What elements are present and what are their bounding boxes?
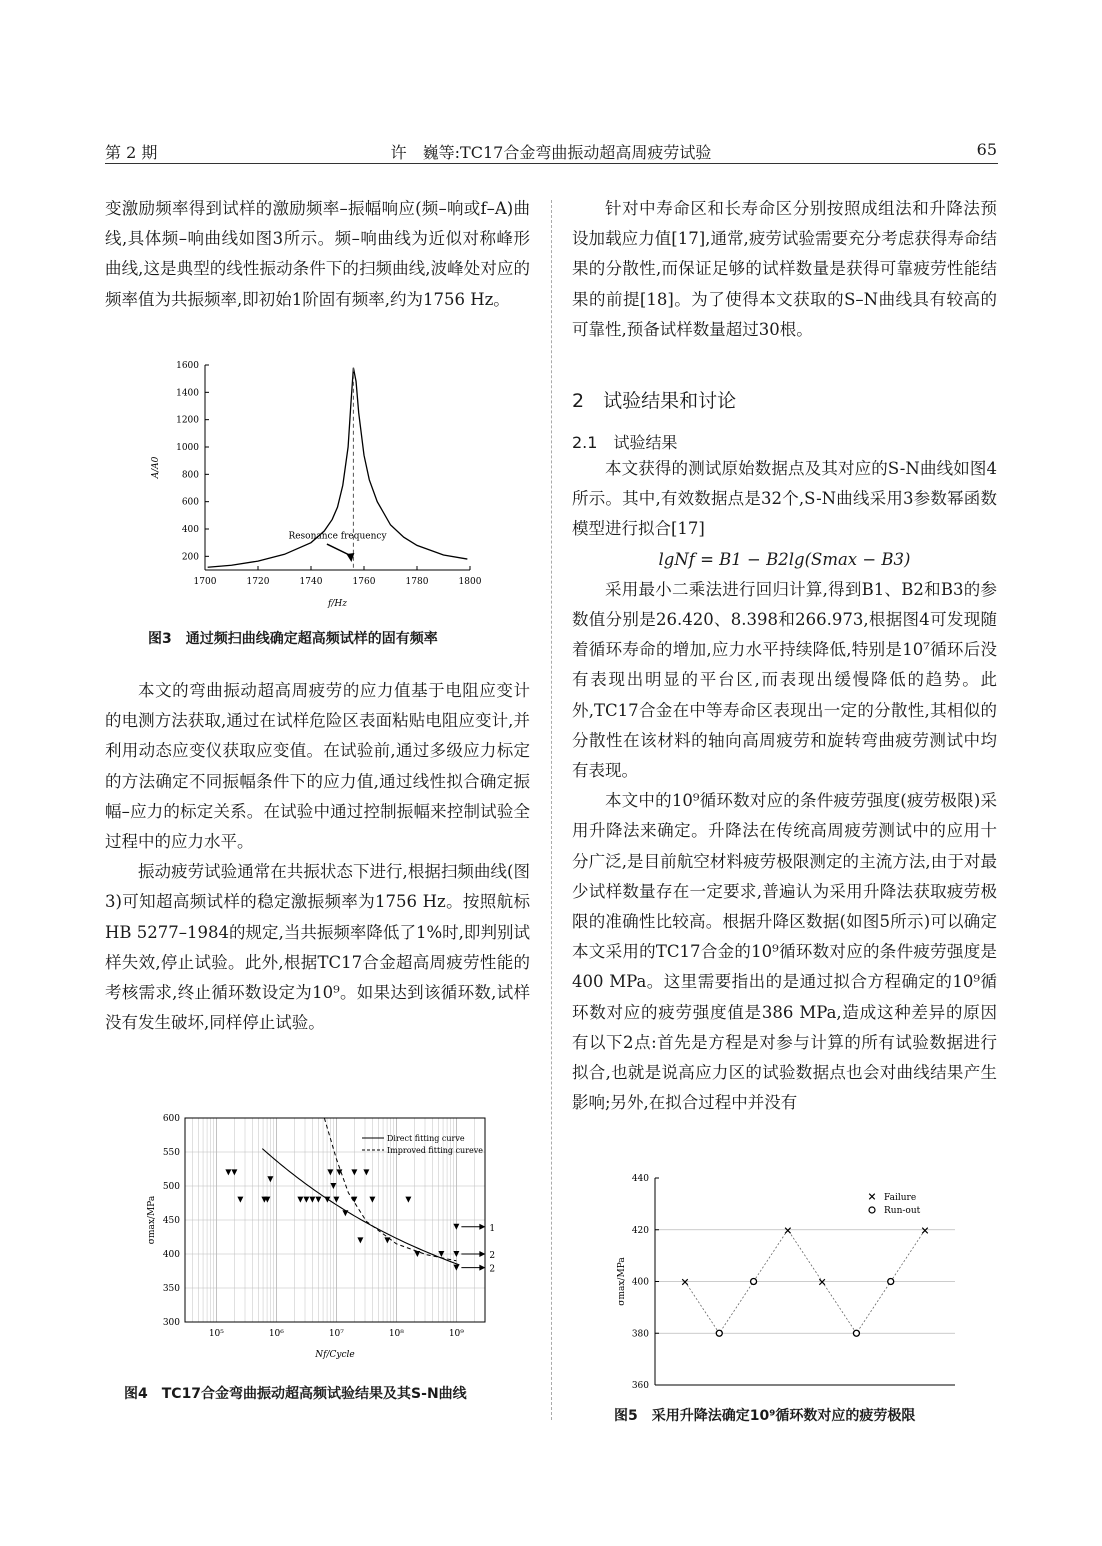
data-point [453, 1224, 459, 1230]
y-tick-label: 360 [631, 1381, 649, 1391]
x-tick-label: 1760 [352, 577, 376, 587]
x-axis-label: Nf/Cycle [315, 1350, 355, 1360]
y-tick-label: 300 [162, 1318, 180, 1328]
x-tick-label: 1800 [458, 577, 482, 587]
figure-3-chart [140, 355, 500, 615]
right-column-top [572, 194, 997, 345]
data-point [405, 1197, 411, 1203]
x-tick-label: 10⁶ [268, 1329, 284, 1339]
runout-marker [888, 1279, 894, 1285]
figure-5-chart [610, 1168, 980, 1396]
runout-count: 2 [489, 1251, 496, 1261]
legend-label-failure: Failure [884, 1193, 917, 1203]
right-para-2: 本文获得的测试原始数据点及其对应的S-N曲线如图4所示。其中,有效数据点是32个,S-N曲线采用3参数幂函数模型进行拟合[17] [572, 459, 997, 539]
left-column [105, 194, 530, 315]
right-para-4: 本文中的10⁹循环数对应的条件疲劳强度(疲劳极限)采用升降法来确定。升降法在传统高周疲劳测试中的应用十分广泛,是目前航空材料疲劳极限测定的主流方法,由于对最少试样数量存在一定要求,普遍认为采用升降法获取疲劳极限的准确性比较高。根据升降区数据(如图5所示)可以确定本文采用的TC17合金的10⁹循环数对应的条件疲劳强度是400 MPa。这里需要指出的是通过拟合方程确定的10⁹循环数对应的疲劳强度值是386 MPa,造成这种差异的原因有以下2点:首先是方程是对参与计算的所有试验数据进行拟合,也就是说高应力区的试验数据点也会对曲线结果产生影响;另外,在拟合过程中并没有 [572, 791, 997, 1113]
legend-label-runout: Run-out [884, 1206, 921, 1216]
right-para-3: 采用最小二乘法进行回归计算,得到B1、B2和B3的参数值分别是26.420、8.398和266.973,根据图4可发现随着循环寿命的增加,应力水平持续降低,特别是10⁷循环后没有表现出明显的平台区,而表现出缓慢降低的趋势。此外,TC17合金在中等寿命区表现出一定的分散性,其相似的分散性在该材料的轴向高周疲劳和旋转弯曲疲劳测试中均有表现。 [572, 579, 997, 781]
y-tick-label: 400 [162, 1250, 180, 1260]
x-tick-label: 1740 [299, 577, 323, 587]
y-tick-label: 1200 [176, 415, 199, 426]
x-tick-label: 10⁹ [448, 1329, 464, 1339]
data-point [369, 1197, 375, 1203]
x-axis-label: f/Hz [328, 599, 347, 609]
data-point [231, 1169, 237, 1175]
data-point [303, 1197, 309, 1203]
issue-number: 第 2 期 [105, 143, 158, 162]
y-tick-label: 1400 [176, 388, 199, 399]
data-point [384, 1237, 390, 1243]
y-axis-label: A/A0 [151, 456, 161, 479]
data-point [237, 1197, 243, 1203]
failure-marker: × [920, 1223, 930, 1237]
subsection-heading: 2.1 试验结果 [572, 433, 678, 452]
x-tick-label: 1720 [246, 577, 270, 587]
right-column-mid [572, 454, 997, 1118]
x-tick-label: 10⁷ [328, 1329, 344, 1339]
failure-marker: × [817, 1275, 827, 1289]
data-point [453, 1265, 459, 1271]
runout-count: 2 [489, 1264, 496, 1275]
left-para-2: 本文的弯曲振动超高周疲劳的应力值基于电阻应变计的电测方法获取,通过在试样危险区表面粘贴电阻应变计,并利用动态应变仪获取应变值。在试验前,通过多级应力标定的方法确定不同振幅条件下的应力值,通过线性拟合确定振幅–应力的标定关系。在试验中通过控制振幅来控制试验全过程中的应力水平。 [105, 681, 530, 852]
failure-marker: × [783, 1223, 793, 1237]
data-point [309, 1197, 315, 1203]
runout-arrowhead [479, 1251, 485, 1257]
legend-runout-symbol [869, 1207, 875, 1213]
y-tick-label: 600 [162, 1114, 180, 1124]
column-divider [551, 200, 552, 1420]
runout-arrowhead [479, 1265, 485, 1271]
data-point [351, 1169, 357, 1175]
y-tick-label: 350 [162, 1284, 180, 1294]
figure-3-caption: 图3 通过频扫曲线确定超高频试样的固有频率 [148, 631, 438, 647]
y-tick-label: 600 [181, 497, 199, 508]
y-tick-label: 800 [181, 470, 199, 481]
y-axis-label: σmax/MPa [617, 1257, 627, 1306]
data-point [357, 1237, 363, 1243]
header-rule [105, 163, 998, 164]
data-point [267, 1176, 273, 1182]
runout-marker [751, 1279, 757, 1285]
left-para-1: 变激励频率得到试样的激励频率–振幅响应(频–响或f–A)曲线,具体频–响曲线如图3所示。频–响曲线为近似对称峰形曲线,这是典型的线性振动条件下的扫频曲线,波峰处对应的频率值为共振频率,即初始1阶固有频率,约为1756 Hz。 [105, 199, 530, 309]
y-tick-label: 380 [631, 1329, 649, 1340]
data-point [225, 1169, 231, 1175]
failure-marker: × [680, 1275, 690, 1289]
data-point [297, 1197, 303, 1203]
y-tick-label: 1600 [176, 361, 199, 371]
x-tick-label: 10⁸ [388, 1329, 404, 1339]
y-tick-label: 200 [181, 552, 199, 563]
data-point [327, 1169, 333, 1175]
y-tick-label: 440 [631, 1174, 649, 1184]
figure-4-chart [140, 1108, 500, 1370]
page-number: 65 [976, 140, 997, 159]
x-tick-label: 1700 [193, 577, 217, 587]
y-tick-label: 400 [631, 1277, 649, 1288]
data-point [342, 1210, 348, 1216]
data-point [315, 1197, 321, 1203]
runout-marker [853, 1330, 859, 1336]
left-column-lower [105, 676, 530, 1038]
legend-label-improved: Improved fitting cureve [387, 1146, 484, 1155]
runout-arrowhead [479, 1224, 485, 1230]
runout-count: 1 [489, 1223, 496, 1234]
legend-failure-symbol: × [867, 1190, 877, 1203]
legend-label-direct: Direct fitting curve [387, 1134, 465, 1143]
data-point [333, 1197, 339, 1203]
data-point [363, 1169, 369, 1175]
figure-4-caption: 图4 TC17合金弯曲振动超高频试验结果及其S-N曲线 [124, 1386, 467, 1402]
figure-5-caption: 图5 采用升降法确定10⁹循环数对应的疲劳极限 [614, 1408, 916, 1424]
y-tick-label: 420 [631, 1225, 649, 1236]
equation: lgNf = B1 − B2lg(Smax − B3) [658, 549, 911, 569]
runout-marker [716, 1330, 722, 1336]
y-tick-label: 400 [181, 525, 199, 535]
y-tick-label: 1000 [176, 443, 199, 453]
left-para-3: 振动疲劳试验通常在共振状态下进行,根据扫频曲线(图3)可知超高频试样的稳定激振频率为1756 Hz。按照航标HB 5277–1984的规定,当共振频率降低了1%时,即判别试样失效,停止试验。此外,根据TC17合金超高周疲劳性能的考核需求,终止循环数设定为10⁹。如果达到该循环数,试样没有发生破坏,同样停止试验。 [105, 862, 530, 1033]
section-heading: 2 试验结果和讨论 [572, 390, 737, 412]
y-tick-label: 500 [162, 1182, 180, 1192]
running-title: 许 巍等:TC17合金弯曲振动超高周疲劳试验 [390, 143, 712, 162]
y-axis-label: σmax/MPa [147, 1195, 157, 1245]
x-tick-label: 1780 [405, 577, 429, 587]
y-tick-label: 450 [162, 1216, 180, 1226]
y-tick-label: 550 [162, 1148, 180, 1158]
right-para-1: 针对中寿命区和长寿命区分别按照成组法和升降法预设加载应力值[17],通常,疲劳试验需要充分考虑获得寿命结果的分散性,而保证足够的试样数量是获得可靠疲劳性能结果的前提[18]。为了使得本文获取的S–N曲线具有较高的可靠性,预备试样数量超过30根。 [572, 199, 997, 339]
data-point [324, 1197, 330, 1203]
direct-fitting-curve [262, 1149, 459, 1265]
x-tick-label: 10⁵ [208, 1329, 224, 1339]
resonance-annotation: Resonance frequency [288, 531, 387, 542]
